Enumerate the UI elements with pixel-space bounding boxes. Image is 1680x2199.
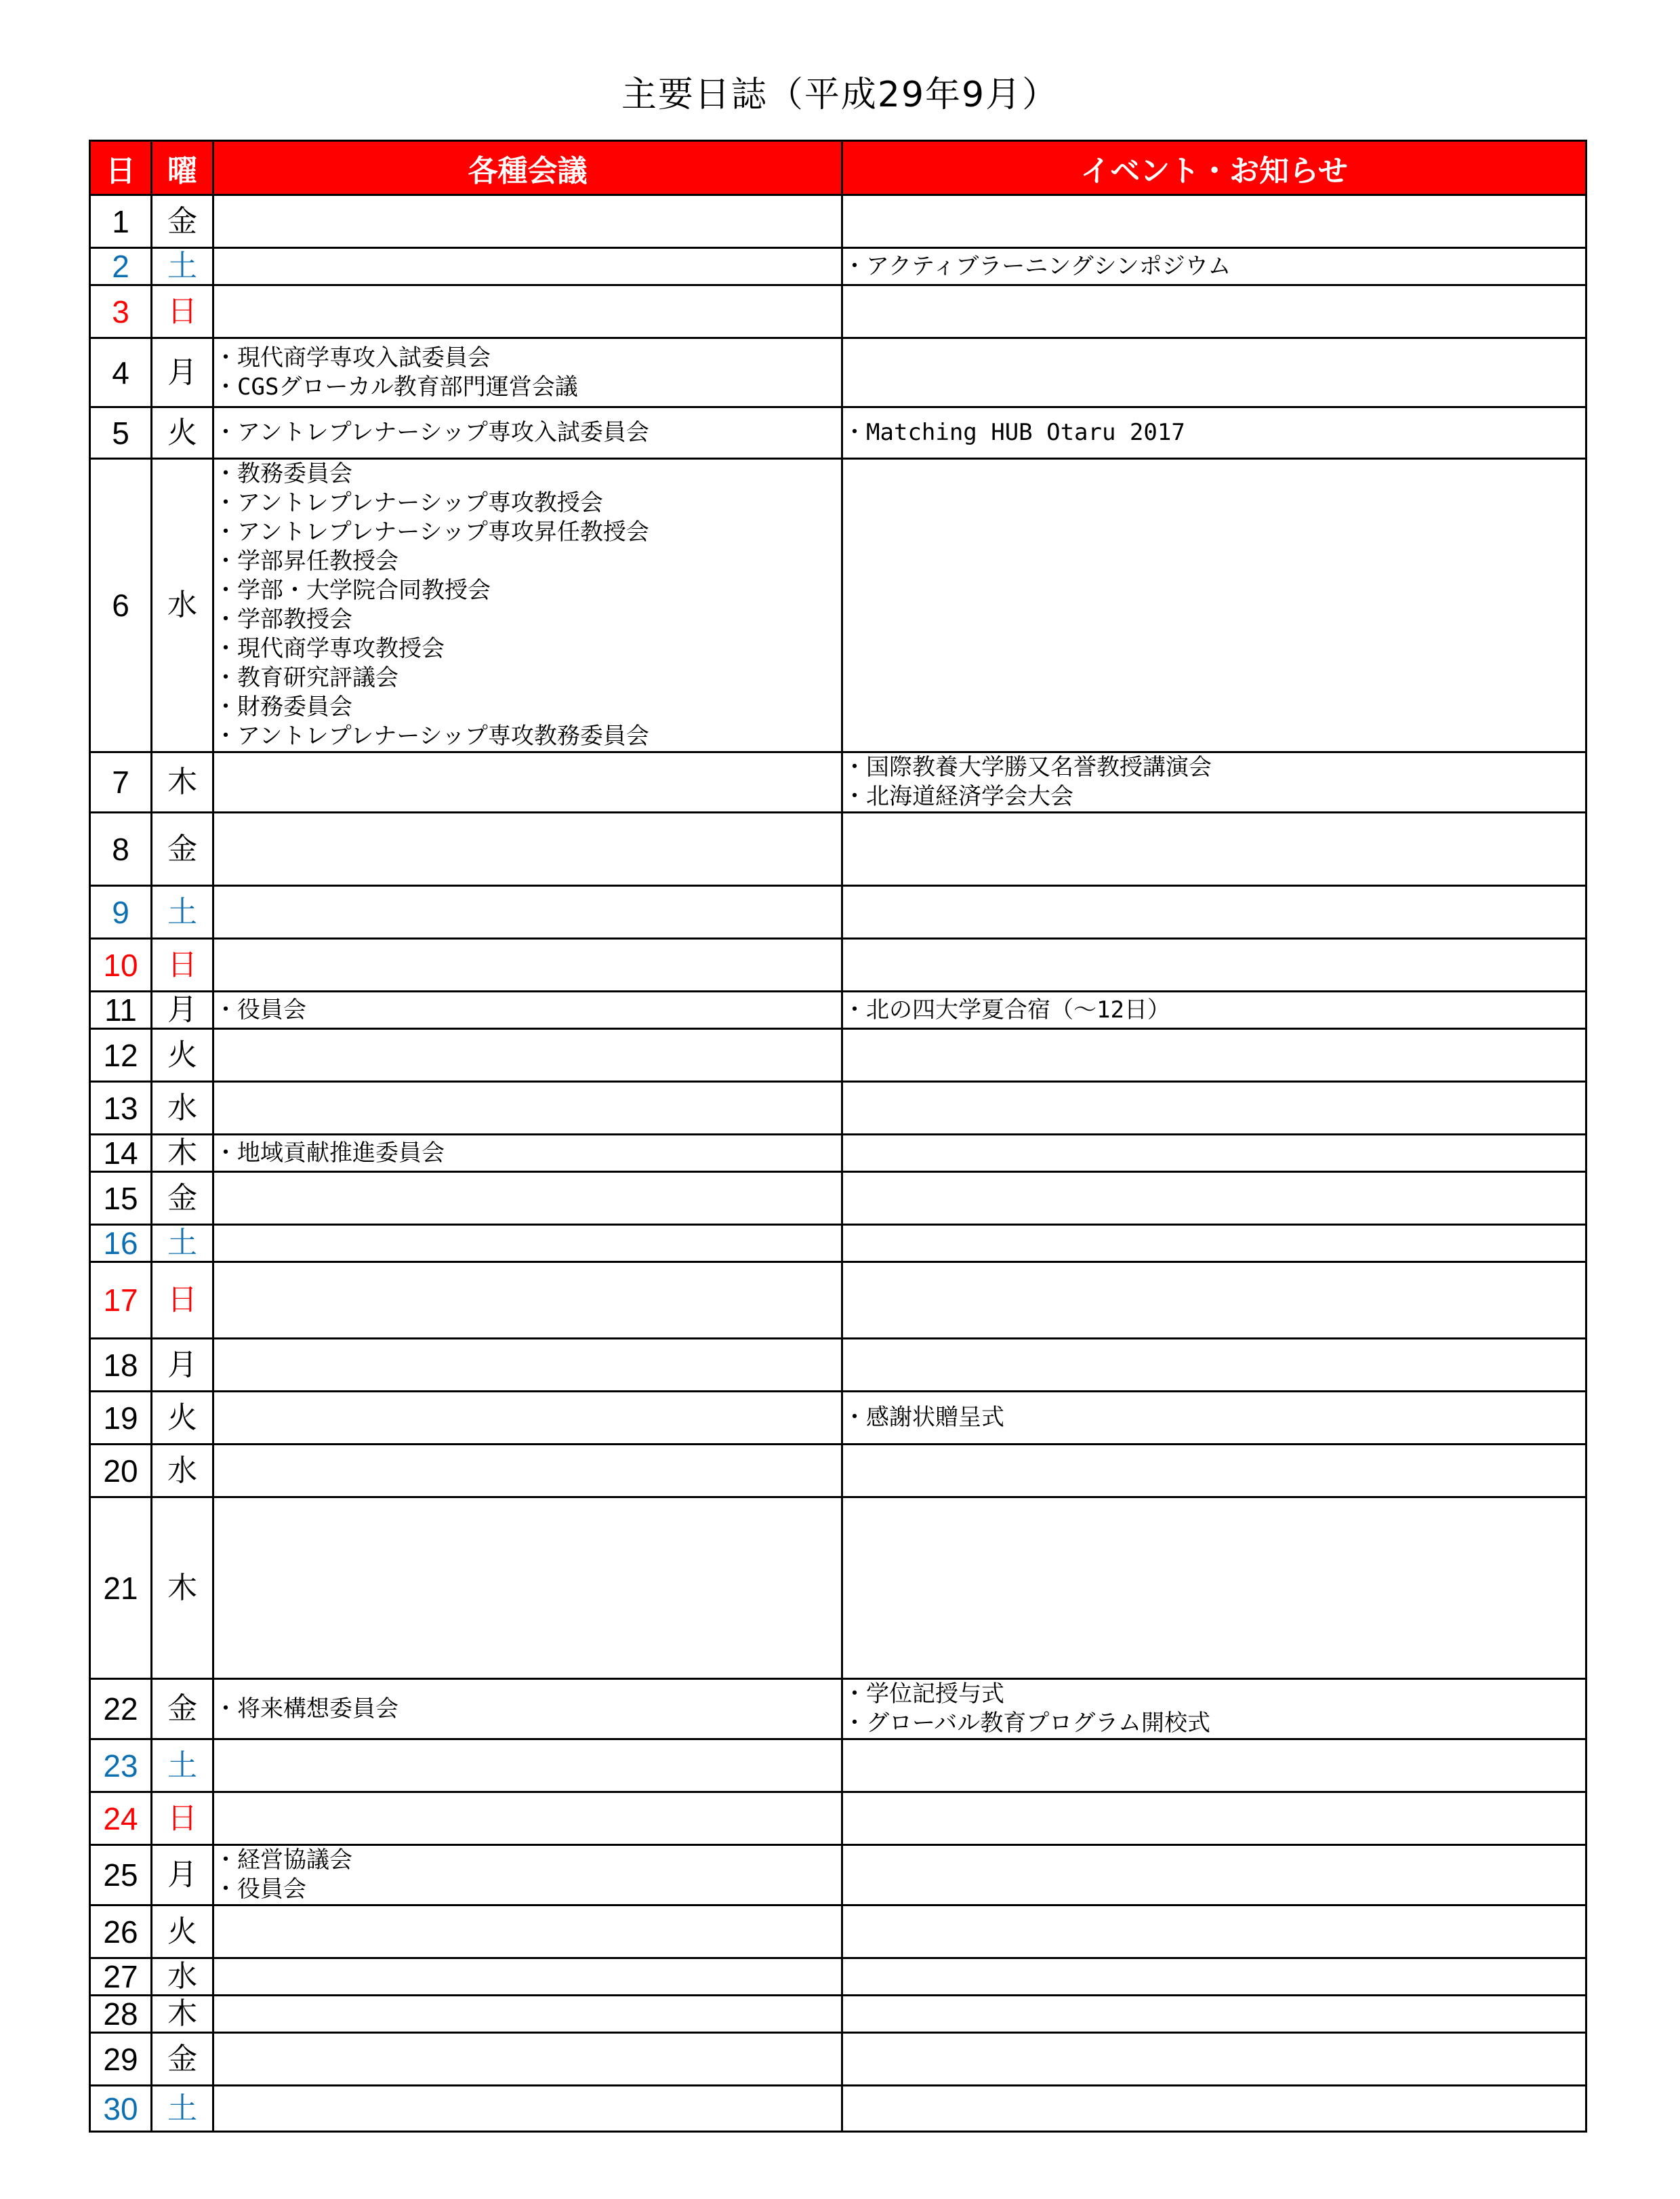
meetings-cell — [213, 1135, 842, 1172]
events-cell — [842, 1739, 1586, 1792]
day-cell: 7 — [90, 752, 152, 813]
weekday-cell: 金 — [152, 1679, 213, 1739]
day-cell: 20 — [90, 1445, 152, 1497]
weekday-cell: 水 — [152, 1082, 213, 1135]
events-cell — [842, 1082, 1586, 1135]
meeting-item: ・将来構想委員会 — [214, 1695, 398, 1722]
meeting-item: ・アントレプレナーシップ専攻教授会 — [214, 489, 603, 517]
weekday-cell: 月 — [152, 338, 213, 407]
weekday-cell: 金 — [152, 813, 213, 886]
header-meetings: 各種会議 — [213, 141, 842, 195]
event-item: ・グローバル教育プログラム開校式 — [843, 1710, 1210, 1737]
day-cell: 17 — [90, 1262, 152, 1339]
meetings-cell — [213, 1845, 842, 1905]
weekday-cell: 土 — [152, 1739, 213, 1792]
meeting-item: ・アントレプレナーシップ専攻教務委員会 — [214, 723, 649, 750]
table-row — [90, 1739, 1586, 1792]
day-cell: 22 — [90, 1679, 152, 1739]
day-cell: 29 — [90, 2033, 152, 2086]
events-cell — [842, 1029, 1586, 1082]
weekday-cell: 土 — [152, 248, 213, 285]
table-row — [90, 1225, 1586, 1262]
meeting-item: ・学部教授会 — [214, 606, 352, 633]
day-cell: 24 — [90, 1792, 152, 1845]
events-cell — [842, 1679, 1586, 1739]
day-cell: 9 — [90, 886, 152, 939]
events-cell — [842, 992, 1586, 1029]
day-cell: 30 — [90, 2086, 152, 2132]
meetings-cell — [213, 1082, 842, 1135]
day-cell: 19 — [90, 1392, 152, 1445]
events-cell — [842, 1845, 1586, 1905]
meetings-cell — [213, 1905, 842, 1958]
weekday-cell: 金 — [152, 1172, 213, 1225]
table-row — [90, 2033, 1586, 2086]
weekday-cell: 木 — [152, 1996, 213, 2033]
meeting-item: ・役員会 — [214, 1876, 306, 1903]
day-cell: 15 — [90, 1172, 152, 1225]
meetings-cell — [213, 1958, 842, 1996]
meetings-cell — [213, 2033, 842, 2086]
day-cell: 3 — [90, 285, 152, 338]
header-day: 日 — [90, 141, 152, 195]
events-cell — [842, 2033, 1586, 2086]
meeting-item: ・現代商学専攻入試委員会 — [214, 344, 491, 371]
table-row — [90, 1135, 1586, 1172]
event-item: ・北海道経済学会大会 — [843, 783, 1073, 810]
diary-table — [89, 140, 1587, 2133]
meetings-cell — [213, 752, 842, 813]
diary-body — [90, 195, 1586, 2132]
meetings-cell — [213, 1679, 842, 1739]
table-row — [90, 1172, 1586, 1225]
table-row — [90, 248, 1586, 285]
day-cell: 1 — [90, 195, 152, 248]
table-row — [90, 1392, 1586, 1445]
day-cell: 8 — [90, 813, 152, 886]
table-row — [90, 1845, 1586, 1905]
events-cell — [842, 1792, 1586, 1845]
day-cell: 2 — [90, 248, 152, 285]
meetings-cell — [213, 195, 842, 248]
weekday-cell: 金 — [152, 2033, 213, 2086]
events-cell — [842, 2086, 1586, 2132]
event-item: ・北の四大学夏合宿（～12日） — [843, 996, 1170, 1024]
meetings-cell — [213, 338, 842, 407]
table-row — [90, 752, 1586, 813]
page-title: 主要日誌（平成29年9月） — [621, 75, 1059, 115]
day-cell: 13 — [90, 1082, 152, 1135]
day-cell: 16 — [90, 1225, 152, 1262]
day-cell: 5 — [90, 407, 152, 459]
events-cell — [842, 1958, 1586, 1996]
table-row — [90, 285, 1586, 338]
events-cell — [842, 1996, 1586, 2033]
table-row — [90, 813, 1586, 886]
event-item: ・Matching HUB Otaru 2017 — [843, 419, 1185, 446]
events-cell — [842, 1905, 1586, 1958]
weekday-cell: 日 — [152, 285, 213, 338]
table-row — [90, 459, 1586, 752]
table-row — [90, 992, 1586, 1029]
table-row — [90, 1082, 1586, 1135]
weekday-cell: 月 — [152, 1845, 213, 1905]
weekday-cell: 月 — [152, 992, 213, 1029]
events-cell — [842, 886, 1586, 939]
weekday-cell: 水 — [152, 1445, 213, 1497]
meeting-item: ・経営協議会 — [214, 1847, 352, 1874]
header-row — [90, 141, 1586, 195]
events-cell — [842, 338, 1586, 407]
header-weekday: 曜 — [152, 141, 213, 195]
day-cell: 4 — [90, 338, 152, 407]
meetings-cell — [213, 459, 842, 752]
weekday-cell: 水 — [152, 1958, 213, 1996]
events-cell — [842, 285, 1586, 338]
meetings-cell — [213, 248, 842, 285]
meeting-item: ・現代商学専攻教授会 — [214, 635, 445, 662]
meeting-item: ・CGSグローカル教育部門運営会議 — [214, 373, 578, 401]
table-row — [90, 1958, 1586, 1996]
meetings-cell — [213, 1497, 842, 1679]
meetings-cell — [213, 1739, 842, 1792]
weekday-cell: 火 — [152, 1029, 213, 1082]
day-cell: 28 — [90, 1996, 152, 2033]
day-cell: 21 — [90, 1497, 152, 1679]
table-row — [90, 338, 1586, 407]
meeting-item: ・地域貢献推進委員会 — [214, 1139, 445, 1167]
events-cell — [842, 939, 1586, 992]
day-cell: 14 — [90, 1135, 152, 1172]
meetings-cell — [213, 1445, 842, 1497]
meetings-cell — [213, 1225, 842, 1262]
meetings-cell — [213, 2086, 842, 2132]
table-row — [90, 1905, 1586, 1958]
weekday-cell: 火 — [152, 407, 213, 459]
events-cell — [842, 1135, 1586, 1172]
meeting-item: ・学部・大学院合同教授会 — [214, 577, 491, 604]
table-row — [90, 2086, 1586, 2132]
weekday-cell: 木 — [152, 752, 213, 813]
day-cell: 26 — [90, 1905, 152, 1958]
event-item: ・感謝状贈呈式 — [843, 1404, 1004, 1431]
meetings-cell — [213, 886, 842, 939]
table-row — [90, 1679, 1586, 1739]
events-cell — [842, 407, 1586, 459]
events-cell — [842, 813, 1586, 886]
table-row — [90, 886, 1586, 939]
table-row — [90, 1029, 1586, 1082]
events-cell — [842, 752, 1586, 813]
event-item: ・アクティブラーニングシンポジウム — [843, 252, 1231, 280]
weekday-cell: 土 — [152, 886, 213, 939]
weekday-cell: 土 — [152, 2086, 213, 2132]
meeting-item: ・役員会 — [214, 996, 306, 1024]
meetings-cell — [213, 1996, 842, 2033]
weekday-cell: 火 — [152, 1392, 213, 1445]
day-cell: 27 — [90, 1958, 152, 1996]
day-cell: 23 — [90, 1739, 152, 1792]
meeting-item: ・学部昇任教授会 — [214, 548, 398, 575]
events-cell — [842, 1225, 1586, 1262]
table-row — [90, 939, 1586, 992]
meeting-item: ・アントレプレナーシップ専攻入試委員会 — [214, 419, 649, 446]
events-cell — [842, 248, 1586, 285]
meeting-item: ・教育研究評議会 — [214, 664, 398, 691]
day-cell: 6 — [90, 459, 152, 752]
event-item: ・国際教養大学勝又名誉教授講演会 — [843, 754, 1212, 781]
table-row — [90, 1262, 1586, 1339]
table-row — [90, 1996, 1586, 2033]
meetings-cell — [213, 285, 842, 338]
day-cell: 18 — [90, 1339, 152, 1392]
events-cell — [842, 1339, 1586, 1392]
weekday-cell: 日 — [152, 1262, 213, 1339]
events-cell — [842, 195, 1586, 248]
table-row — [90, 1339, 1586, 1392]
events-cell — [842, 1445, 1586, 1497]
meetings-cell — [213, 1262, 842, 1339]
table-row — [90, 1445, 1586, 1497]
weekday-cell: 日 — [152, 939, 213, 992]
header-events: イベント・お知らせ — [842, 141, 1586, 195]
meetings-cell — [213, 939, 842, 992]
meetings-cell — [213, 992, 842, 1029]
events-cell — [842, 1172, 1586, 1225]
day-cell: 10 — [90, 939, 152, 992]
weekday-cell: 木 — [152, 1135, 213, 1172]
day-cell: 12 — [90, 1029, 152, 1082]
weekday-cell: 月 — [152, 1339, 213, 1392]
day-cell: 25 — [90, 1845, 152, 1905]
events-cell — [842, 1262, 1586, 1339]
weekday-cell: 金 — [152, 195, 213, 248]
meeting-item: ・アントレプレナーシップ専攻昇任教授会 — [214, 519, 649, 546]
meetings-cell — [213, 813, 842, 886]
events-cell — [842, 459, 1586, 752]
day-cell: 11 — [90, 992, 152, 1029]
weekday-cell: 水 — [152, 459, 213, 752]
meetings-cell — [213, 1392, 842, 1445]
events-cell — [842, 1392, 1586, 1445]
table-row — [90, 1792, 1586, 1845]
meeting-item: ・財務委員会 — [214, 693, 352, 721]
meetings-cell — [213, 1172, 842, 1225]
weekday-cell: 日 — [152, 1792, 213, 1845]
meetings-cell — [213, 1339, 842, 1392]
table-row — [90, 195, 1586, 248]
table-row — [90, 1497, 1586, 1679]
table-row — [90, 407, 1586, 459]
meetings-cell — [213, 1792, 842, 1845]
weekday-cell: 火 — [152, 1905, 213, 1958]
events-cell — [842, 1497, 1586, 1679]
weekday-cell: 木 — [152, 1497, 213, 1679]
meeting-item: ・教務委員会 — [214, 460, 352, 487]
meetings-cell — [213, 1029, 842, 1082]
event-item: ・学位記授与式 — [843, 1680, 1004, 1708]
meetings-cell — [213, 407, 842, 459]
weekday-cell: 土 — [152, 1225, 213, 1262]
